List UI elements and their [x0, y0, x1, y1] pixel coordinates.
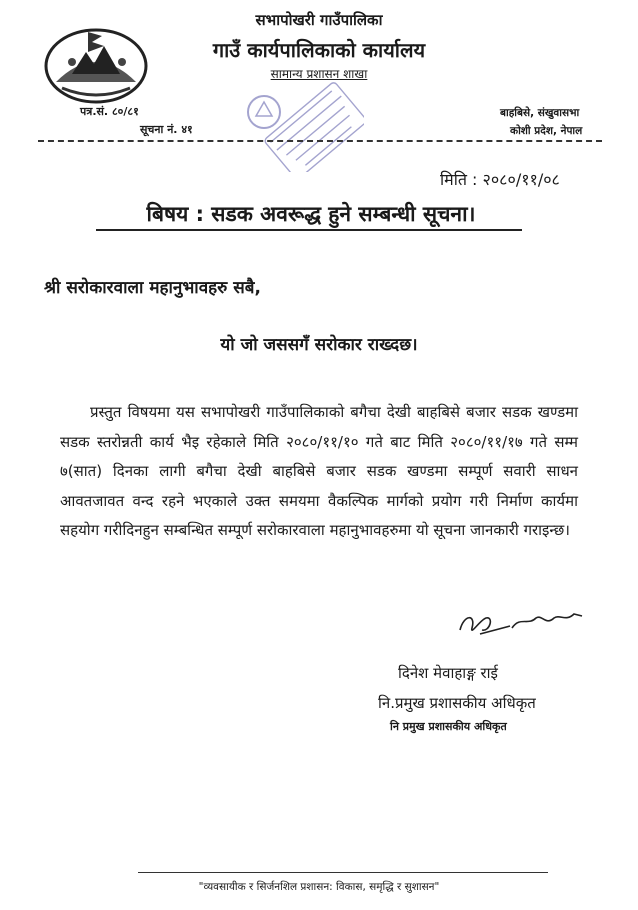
address-line-1: बाहबिसे, संखुवासभा [500, 107, 580, 119]
handwritten-signature [450, 600, 590, 644]
office-name: गाउँ कार्यपालिकाको कार्यालय [212, 38, 426, 62]
signatory-name: दिनेश मेवाहाङ्ग राई [398, 664, 498, 682]
notice-number: सूचना नं. ४१ [140, 123, 193, 136]
municipality-name: सभापोखरी गाउँपालिका [255, 11, 383, 29]
nepal-emblem-icon [42, 22, 150, 104]
notice-body: प्रस्तुत विषयमा यस सभापोखरी गाउँपालिकाको बगैचा देखी बाहबिसे बजार सडक खण्डमा सडक स्तरोन्नती कार्य भैइ रहेकाले मिति २०८०/११/१० गते बाट मिति २०८०/११/१७ गते सम्म ७(सात) दिनका लागी बगैचा देखी बाहबिसे बजार सडक खण्डमा सम्पूर्ण सवारी साधन आवतजावत वन्द रहने भएकाले उक्त समयमा वैकल्पिक मार्गको प्रयोग गरी निर्माण कार्यमा सहयोग गरीदिनहुन सम्बन्धित सम्पूर्ण सरोकारवाला महानुभावहरुमा यो सूचना जानकारी गराइन्छ। [60, 403, 578, 539]
salutation: श्री सरोकारवाला महानुभावहरु सबै, [44, 278, 261, 298]
address-line-2: कोशी प्रदेश, नेपाल [510, 125, 583, 137]
footer-divider [138, 872, 548, 873]
header-divider [38, 140, 602, 142]
footer-slogan: "व्यवसायीक र सिर्जनशिल प्रशासन: विकास, समृद्धि र सुशासन" [198, 881, 440, 893]
branch-name: सामान्य प्रशासन शाखा [270, 67, 368, 81]
office-stamp [234, 82, 364, 172]
subject-underline [96, 229, 522, 231]
concern-line: यो जो जससगँ सरोकार राख्दछ। [220, 335, 418, 355]
reference-number: पत्र.सं. ८०/८१ [80, 105, 139, 118]
issue-date: मिति : २०८०/११/०८ [440, 170, 560, 189]
designation-stamp: नि प्रमुख प्रशासकीय अधिकृत [390, 720, 507, 733]
signatory-title: नि.प्रमुख प्रशासकीय अधिकृत [378, 694, 536, 712]
subject-heading: बिषय : सडक अवरूद्ध हुने सम्बन्धी सूचना। [146, 202, 476, 226]
